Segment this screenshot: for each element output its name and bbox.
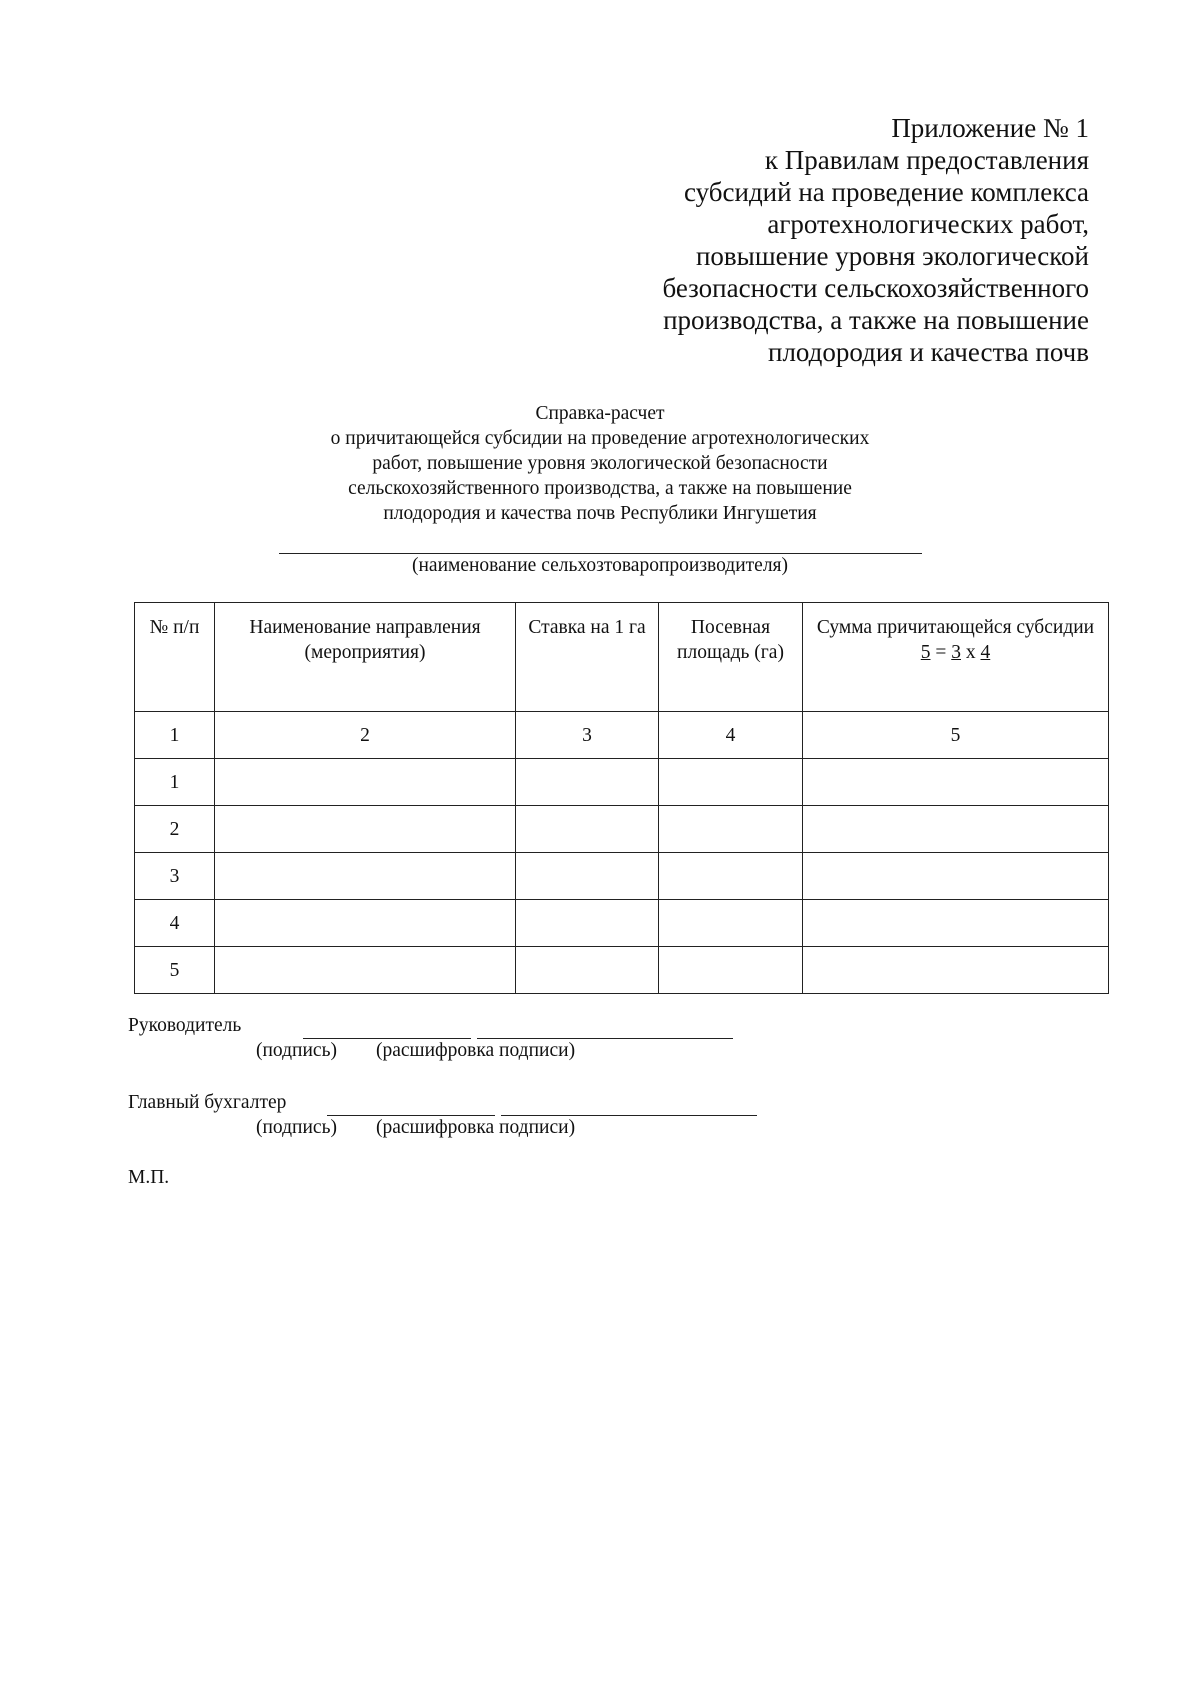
- appendix-line: повышение уровня экологической: [695, 241, 1089, 271]
- title-line: работ, повышение уровня экологической безопасности: [372, 453, 828, 474]
- stamp-label: М.П.: [128, 1167, 170, 1188]
- title-line: плодородия и качества почв Республики Ингушетия: [383, 503, 817, 524]
- cell-area[interactable]: [659, 806, 803, 853]
- accountant-decoding-caption: (расшифровка подписи): [376, 1117, 576, 1138]
- cell-rate[interactable]: [516, 759, 659, 806]
- cell-sum[interactable]: [803, 947, 1109, 994]
- column-number-row: [135, 712, 1109, 759]
- appendix-line: субсидий на проведение комплекса: [684, 177, 1089, 207]
- table-row: [135, 853, 1109, 900]
- title-line: о причитающейся субсидии на проведение агротехнологических: [330, 428, 870, 449]
- header-sum: [803, 603, 1109, 712]
- table-row: [135, 806, 1109, 853]
- cell-area[interactable]: [659, 900, 803, 947]
- header-num: № п/п: [135, 603, 215, 712]
- formula-col-4: 4: [980, 642, 991, 663]
- cell-rate[interactable]: [516, 947, 659, 994]
- appendix-line: Приложение № 1: [891, 113, 1089, 143]
- cell-area[interactable]: [659, 759, 803, 806]
- producer-name-caption: (наименование сельхозтоваропроизводителя): [411, 555, 789, 576]
- cell-rate[interactable]: [516, 853, 659, 900]
- column-number: 4: [659, 712, 803, 759]
- header-rate: Ставка на 1 га: [516, 603, 659, 712]
- column-number: 5: [803, 712, 1109, 759]
- column-number: 2: [215, 712, 516, 759]
- accountant-role-label: Главный бухгалтер: [128, 1092, 287, 1113]
- row-num: 4: [135, 900, 215, 947]
- cell-rate[interactable]: [516, 900, 659, 947]
- accountant-signature-caption: (подпись): [256, 1117, 337, 1138]
- cell-area[interactable]: [659, 853, 803, 900]
- row-num: 3: [135, 853, 215, 900]
- head-role-label: Руководитель: [128, 1015, 242, 1036]
- cell-name[interactable]: [215, 900, 516, 947]
- appendix-line: безопасности сельскохозяйственного: [662, 273, 1089, 303]
- cell-sum[interactable]: [803, 806, 1109, 853]
- formula-equals: =: [930, 642, 952, 663]
- header-name: Наименование направления (мероприятия): [215, 603, 516, 712]
- subsidy-table: [134, 602, 1109, 994]
- header-sum-label: Сумма причитающейся субсидии: [816, 617, 1095, 638]
- table-header-row: [135, 603, 1109, 712]
- cell-name[interactable]: [215, 947, 516, 994]
- cell-name[interactable]: [215, 806, 516, 853]
- column-number: 3: [516, 712, 659, 759]
- formula-col-3: 3: [951, 642, 961, 663]
- table-row: [135, 900, 1109, 947]
- document-title: [0, 401, 1200, 526]
- cell-sum[interactable]: [803, 900, 1109, 947]
- row-num: 5: [135, 947, 215, 994]
- appendix-line: к Правилам предоставления: [764, 145, 1089, 175]
- header-area: Посевная площадь (га): [659, 603, 803, 712]
- table-row: [135, 947, 1109, 994]
- cell-sum[interactable]: [803, 759, 1109, 806]
- row-num: 2: [135, 806, 215, 853]
- appendix-line: агротехнологических работ,: [767, 209, 1089, 239]
- header-sum-formula: [807, 640, 1104, 665]
- cell-name[interactable]: [215, 759, 516, 806]
- cell-rate[interactable]: [516, 806, 659, 853]
- appendix-line: плодородия и качества почв: [768, 337, 1089, 367]
- cell-sum[interactable]: [803, 853, 1109, 900]
- formula-times: х: [961, 642, 981, 663]
- cell-name[interactable]: [215, 853, 516, 900]
- appendix-block: [569, 112, 1089, 368]
- column-number: 1: [135, 712, 215, 759]
- head-decoding-caption: (расшифровка подписи): [376, 1040, 576, 1061]
- cell-area[interactable]: [659, 947, 803, 994]
- formula-col-5: 5: [920, 642, 931, 663]
- title-line: сельскохозяйственного производства, а также на повышение: [348, 478, 852, 499]
- table-row: [135, 759, 1109, 806]
- row-num: 1: [135, 759, 215, 806]
- head-signature-caption: (подпись): [256, 1040, 337, 1061]
- title-line: Справка-расчет: [535, 403, 665, 424]
- appendix-line: производства, а также на повышение: [663, 305, 1089, 335]
